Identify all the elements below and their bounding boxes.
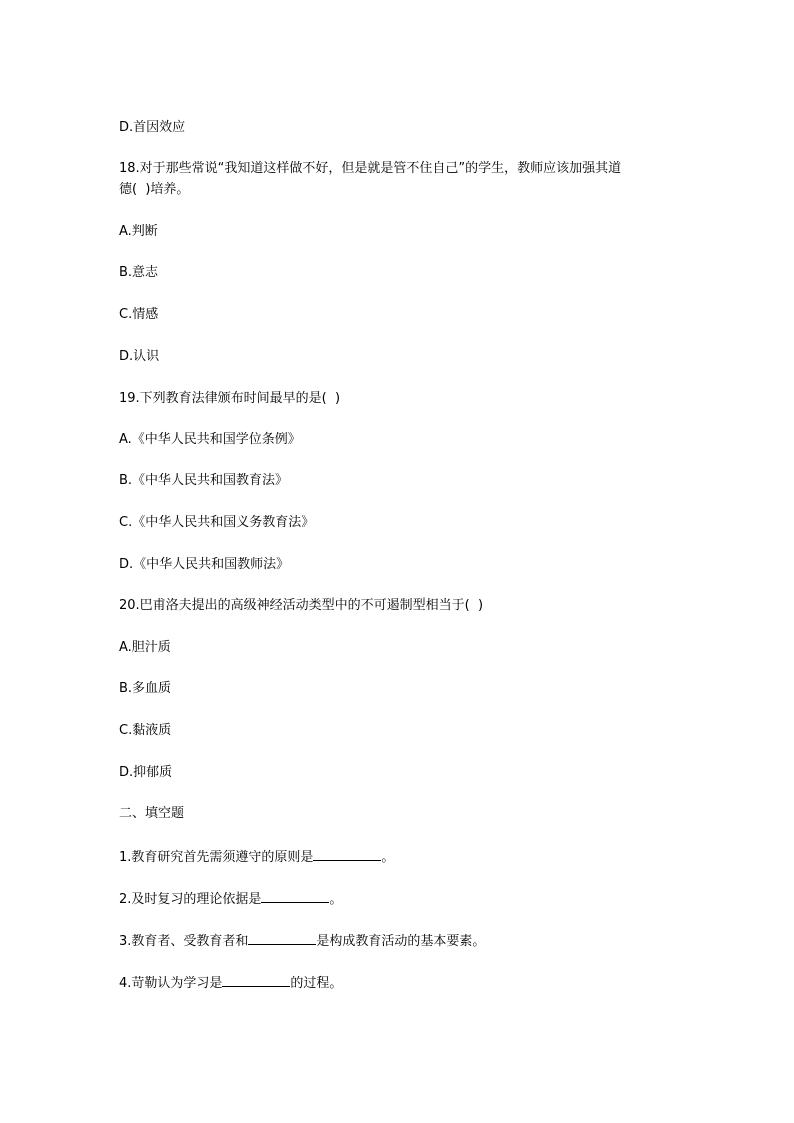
q20-stem: 20.巴甫洛夫提出的高级神经活动类型中的不可遏制型相当于( ) [119, 598, 484, 613]
q19-option-c: C.《中华人民共和国义务教育法》 [119, 515, 315, 530]
q20-option-a: A.胆汁质 [119, 640, 171, 655]
q18-option-c: C.情感 [119, 307, 159, 322]
fill-in-item-text: 。 [329, 892, 343, 907]
answer-blank [222, 972, 290, 987]
q20-option-c: C.黏液质 [119, 723, 172, 738]
answer-blank [261, 888, 329, 903]
fill-in-item-text: 是构成教育活动的基本要素。 [316, 934, 486, 949]
fill-in-item-text: 3.教育者、受教育者和 [119, 934, 249, 949]
fill-in-item [119, 930, 689, 952]
q18-option-a: A.判断 [119, 224, 158, 239]
fill-in-item-text: 的过程。 [290, 976, 343, 991]
section-heading-fill-in: 二、填空题 [119, 806, 185, 821]
q17-option-d: D.首因效应 [119, 120, 186, 135]
fill-in-item-text: 4.苛勒认为学习是 [119, 976, 223, 991]
fill-in-item [119, 888, 689, 910]
q19-option-a: A.《中华人民共和国学位条例》 [119, 432, 301, 447]
fill-in-item-text: 1.教育研究首先需须遵守的原则是 [119, 850, 314, 865]
q20-option-b: B.多血质 [119, 681, 172, 696]
q18-stem-line2: 德( )培养。 [119, 182, 190, 197]
q19-stem: 19.下列教育法律颁布时间最早的是( ) [119, 391, 341, 406]
fill-in-item [119, 972, 689, 994]
q18-option-b: B.意志 [119, 265, 159, 280]
q19-option-b: B.《中华人民共和国教育法》 [119, 473, 289, 488]
q18-stem-line1: 18.对于那些常说“我知道这样做不好，但是就是管不住自己”的学生，教师应该加强其道 [119, 161, 622, 176]
answer-blank [248, 930, 316, 945]
q19-option-d: D.《中华人民共和国教师法》 [119, 557, 290, 572]
fill-in-item-text: 2.及时复习的理论依据是 [119, 892, 262, 907]
answer-blank [313, 846, 381, 861]
fill-in-item [119, 846, 689, 868]
q18-option-d: D.认识 [119, 349, 160, 364]
fill-in-item-text: 。 [381, 850, 395, 865]
q20-option-d: D.抑郁质 [119, 765, 173, 780]
